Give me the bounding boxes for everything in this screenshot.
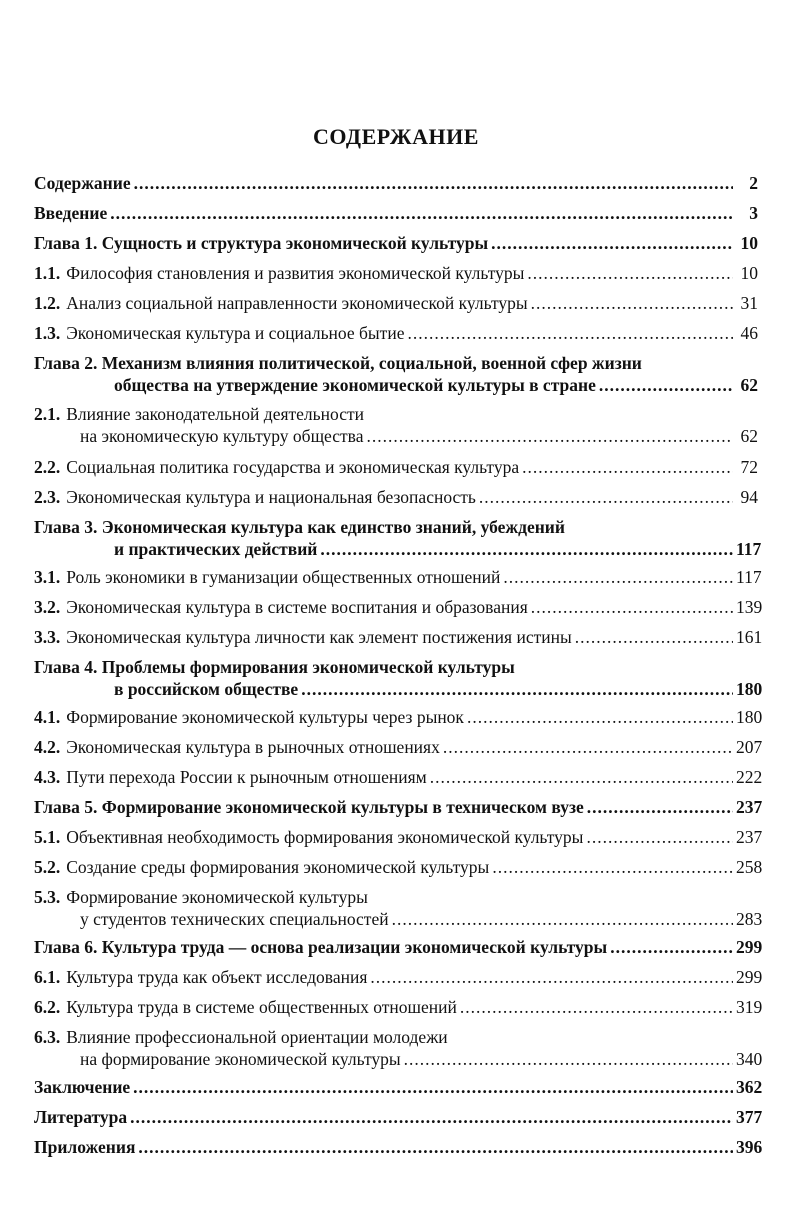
entry-title: в российском обществе [114, 679, 299, 699]
section-number: 6.2. [34, 997, 61, 1017]
toc-chapter-entry[interactable] [34, 936, 763, 958]
toc-chapter-entry[interactable] [34, 202, 758, 224]
dot-leader [407, 322, 733, 344]
page-number: 72 [740, 457, 758, 477]
entry-title: на формирование экономической культуры [80, 1049, 401, 1069]
page-number: 299 [736, 937, 763, 957]
dot-leader [110, 202, 733, 224]
entry-title: Глава 1. Сущность и структура экономической культуры [34, 233, 489, 253]
page-number: 180 [736, 707, 763, 727]
dot-leader [586, 826, 733, 848]
dot-leader [404, 1048, 733, 1070]
page-number: 237 [736, 797, 763, 817]
entry-title: Глава 2. Механизм влияния политической, социальной, военной сфер жизни [34, 353, 642, 373]
page-number: 10 [740, 233, 758, 253]
page-number: 62 [740, 375, 758, 395]
entry-title: Пути перехода России к рыночным отношениям [66, 767, 427, 787]
toc-section-entry[interactable] [34, 322, 758, 344]
dot-leader [138, 1136, 733, 1158]
page-number: 2 [749, 173, 758, 193]
section-number: 3.1. [34, 567, 61, 587]
entry-title: Экономическая культура в системе воспитания и образования [66, 597, 528, 617]
dot-leader [320, 538, 733, 560]
dot-leader [392, 908, 733, 930]
entry-title: Приложения [34, 1137, 136, 1157]
toc-section-entry[interactable] [34, 486, 758, 508]
entry-title: Формирование экономической культуры через рынок [66, 707, 464, 727]
toc-chapter-entry[interactable] [34, 1076, 763, 1098]
toc-section-entry[interactable] [34, 856, 763, 878]
entry-title: Литература [34, 1107, 128, 1127]
page-number: 3 [749, 203, 758, 223]
entry-title: Глава 3. Экономическая культура как единство знаний, убеждений [34, 517, 565, 537]
entry-title: Создание среды формирования экономической культуры [66, 857, 490, 877]
page-number: 161 [736, 627, 763, 647]
toc-chapter-entry[interactable] [34, 656, 763, 700]
toc-section-entry[interactable] [34, 262, 758, 284]
dot-leader [531, 596, 733, 618]
page-number: 117 [736, 539, 762, 559]
dot-leader [301, 678, 733, 700]
entry-title: Объективная необходимость формирования экономической культуры [66, 827, 584, 847]
dot-leader [134, 172, 733, 194]
page-number: 117 [736, 567, 762, 587]
dot-leader [587, 796, 733, 818]
entry-title: у студентов технических специальностей [80, 909, 389, 929]
entry-title: Роль экономики в гуманизации общественных отношений [66, 567, 501, 587]
page-number: 362 [736, 1077, 763, 1097]
page-number: 396 [736, 1137, 763, 1157]
entry-title: Глава 6. Культура труда — основа реализации экономической культуры [34, 937, 608, 957]
page-number: 299 [736, 967, 763, 987]
dot-leader [479, 486, 733, 508]
toc-chapter-entry[interactable] [34, 516, 762, 560]
toc-section-entry[interactable] [34, 456, 758, 478]
dot-leader [491, 232, 733, 254]
dot-leader [610, 936, 733, 958]
toc-section-entry[interactable] [34, 706, 763, 728]
dot-leader [527, 262, 733, 284]
entry-title: Экономическая культура и социальное бытие [66, 323, 405, 343]
page-number: 94 [740, 487, 758, 507]
toc-chapter-entry[interactable] [34, 232, 758, 254]
toc-section-entry[interactable] [34, 566, 762, 588]
entry-title: Экономическая культура личности как элемент постижения истины [66, 627, 572, 647]
page-number: 237 [736, 827, 763, 847]
page-number: 139 [736, 597, 763, 617]
entry-title: на экономическую культуру общества [80, 426, 364, 446]
dot-leader [467, 706, 733, 728]
toc-section-entry[interactable] [34, 966, 763, 988]
dot-leader [492, 856, 733, 878]
section-number: 2.2. [34, 457, 61, 477]
toc-chapter-entry[interactable] [34, 796, 763, 818]
section-number: 4.2. [34, 737, 61, 757]
section-number: 6.1. [34, 967, 61, 987]
toc-section-entry[interactable] [34, 1026, 763, 1070]
toc-section-entry[interactable] [34, 292, 758, 314]
dot-leader [130, 1106, 733, 1128]
dot-leader [460, 996, 733, 1018]
section-number: 3.3. [34, 627, 61, 647]
toc-section-entry[interactable] [34, 766, 763, 788]
toc-chapter-entry[interactable] [34, 1136, 763, 1158]
page-number: 340 [736, 1049, 763, 1069]
entry-title: Глава 5. Формирование экономической культуры в техническом вузе [34, 797, 584, 817]
entry-title: Влияние законодательной деятельности [66, 404, 364, 424]
entry-title: Содержание [34, 173, 131, 193]
entry-title: Социальная политика государства и экономическая культура [66, 457, 520, 477]
entry-title: Глава 4. Проблемы формирования экономической культуры [34, 657, 515, 677]
page-number: 377 [736, 1107, 763, 1127]
toc-section-entry[interactable] [34, 626, 763, 648]
dot-leader [575, 626, 733, 648]
toc-chapter-entry[interactable] [34, 172, 758, 194]
page-number: 207 [736, 737, 763, 757]
section-number: 5.2. [34, 857, 61, 877]
page-number: 180 [736, 679, 763, 699]
page-number: 258 [736, 857, 763, 877]
entry-title: Введение [34, 203, 108, 223]
toc-section-entry[interactable] [34, 403, 758, 447]
toc-section-entry[interactable] [34, 886, 763, 930]
page-number: 31 [740, 293, 758, 313]
entry-title: Культура труда как объект исследования [66, 967, 368, 987]
dot-leader [370, 966, 733, 988]
page-number: 283 [736, 909, 763, 929]
toc-section-entry[interactable] [34, 736, 763, 758]
toc-chapter-entry[interactable] [34, 352, 758, 396]
dot-leader [522, 456, 733, 478]
section-number: 1.1. [34, 263, 61, 283]
section-number: 5.3. [34, 887, 61, 907]
dot-leader [531, 292, 733, 314]
page-title: СОДЕРЖАНИЕ [313, 124, 479, 149]
entry-title: и практических действий [114, 539, 318, 559]
section-number: 2.1. [34, 404, 61, 424]
section-number: 2.3. [34, 487, 61, 507]
dot-leader [443, 736, 733, 758]
entry-title: Культура труда в системе общественных отношений [66, 997, 457, 1017]
toc-section-entry[interactable] [34, 996, 763, 1018]
section-number: 4.3. [34, 767, 61, 787]
entry-title: Экономическая культура в рыночных отношениях [66, 737, 440, 757]
page-number: 46 [740, 323, 758, 343]
section-number: 1.2. [34, 293, 61, 313]
entry-title: общества на утверждение экономической культуры в стране [114, 375, 596, 395]
page-number: 319 [736, 997, 763, 1017]
entry-title: Заключение [34, 1077, 131, 1097]
entry-title: Влияние профессиональной ориентации молодежи [66, 1027, 448, 1047]
dot-leader [133, 1076, 733, 1098]
dot-leader [430, 766, 733, 788]
section-number: 3.2. [34, 597, 61, 617]
dot-leader [599, 374, 733, 396]
page-number: 222 [736, 767, 763, 787]
section-number: 5.1. [34, 827, 61, 847]
toc-section-entry[interactable] [34, 826, 763, 848]
entry-title: Философия становления и развития экономической культуры [66, 263, 525, 283]
toc-section-entry[interactable] [34, 596, 763, 618]
page-number: 10 [740, 263, 758, 283]
entry-title: Анализ социальной направленности экономической культуры [66, 293, 528, 313]
toc-chapter-entry[interactable] [34, 1106, 763, 1128]
section-number: 4.1. [34, 707, 61, 727]
section-number: 1.3. [34, 323, 61, 343]
page-number: 62 [740, 426, 758, 446]
section-number: 6.3. [34, 1027, 61, 1047]
dot-leader [503, 566, 733, 588]
entry-title: Формирование экономической культуры [66, 887, 368, 907]
entry-title: Экономическая культура и национальная безопасность [66, 487, 476, 507]
dot-leader [366, 425, 733, 447]
